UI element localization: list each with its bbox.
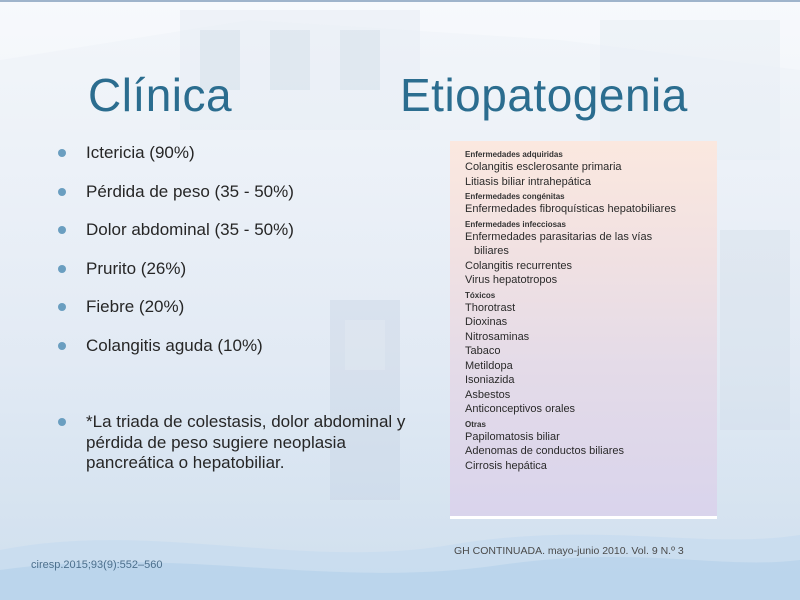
etiology-item: Nitrosaminas xyxy=(465,330,530,343)
bullet-item xyxy=(58,143,388,182)
etiology-item: Dioxinas xyxy=(465,316,508,328)
etiology-item: Colangitis recurrentes xyxy=(465,259,572,272)
title-clinica: Clínica xyxy=(88,69,233,121)
etiology-item: Thorotrast xyxy=(465,301,516,314)
etiology-item: Metildopa xyxy=(465,359,513,372)
etiology-group xyxy=(465,420,717,474)
source-citation-clinical: ciresp.2015;93(9):552–560 xyxy=(31,559,163,571)
bullet-item xyxy=(58,297,388,336)
bullet-dot-icon xyxy=(58,303,66,311)
bullet-item xyxy=(58,259,388,298)
etiology-group-header: Enfermedades congénitas xyxy=(465,192,565,201)
etiology-item: Adenomas de conductos biliares xyxy=(465,445,624,457)
etiology-group-header: Enfermedades infecciosas xyxy=(465,219,566,229)
bullet-text: Prurito (26%) xyxy=(86,258,187,278)
bullet-item xyxy=(58,182,388,221)
etiology-item: Isoniazida xyxy=(465,374,515,386)
bullet-text: Fiebre (20%) xyxy=(86,297,185,316)
triad-note xyxy=(58,412,406,474)
etiology-group-header: Enfermedades adquiridas xyxy=(465,150,563,159)
triad-note-text: *La triada de colestasis, dolor abdominal y pérdida de peso sugiere neoplasia pancreática o hepatobiliar. xyxy=(86,412,406,472)
etiology-item: biliares xyxy=(474,245,509,257)
bullet-item xyxy=(58,336,388,375)
etiology-group-header: Tóxicos xyxy=(465,290,496,300)
etiology-item: Enfermedades fibroquísticas hepatobiliares xyxy=(465,203,676,215)
etiology-item: Virus hepatotropos xyxy=(465,274,558,286)
bullet-text: Dolor abdominal (35 - 50%) xyxy=(86,220,294,239)
etiology-item: Anticonceptivos orales xyxy=(465,403,576,415)
bullet-item xyxy=(58,220,388,259)
etiology-item: Cirrosis hepática xyxy=(465,459,547,472)
etiology-item: Tabaco xyxy=(465,345,501,357)
etiology-item: Asbestos xyxy=(465,388,511,401)
etiology-group xyxy=(465,220,717,288)
bullet-dot-icon xyxy=(58,265,66,273)
etiology-item: Colangitis esclerosante primaria xyxy=(465,161,622,173)
bullet-text: Pérdida de peso (35 - 50%) xyxy=(86,181,294,201)
etiology-item: Enfermedades parasitarias de las vías xyxy=(465,230,653,243)
etiology-group xyxy=(465,150,717,189)
etiology-item: Papilomatosis biliar xyxy=(465,430,560,443)
bullet-dot-icon xyxy=(58,342,66,350)
etiology-group xyxy=(465,192,717,217)
etiology-group-header: Otras xyxy=(465,419,486,429)
source-citation-table: GH CONTINUADA. mayo-junio 2010. Vol. 9 N.º 3 xyxy=(454,545,684,557)
bullet-text: Colangitis aguda (10%) xyxy=(86,335,263,355)
title-etiopatogenia: Etiopatogenia xyxy=(400,69,688,121)
bullet-dot-icon xyxy=(58,418,66,426)
bullet-dot-icon xyxy=(58,188,66,196)
bullet-dot-icon xyxy=(58,149,66,157)
etiology-item: Litiasis biliar intrahepática xyxy=(465,175,591,188)
etiology-table-image xyxy=(450,141,717,519)
bullet-dot-icon xyxy=(58,226,66,234)
top-rule xyxy=(0,0,800,2)
etiology-group xyxy=(465,291,717,417)
clinical-bullet-list xyxy=(58,143,388,374)
bullet-text: Ictericia (90%) xyxy=(86,143,195,162)
